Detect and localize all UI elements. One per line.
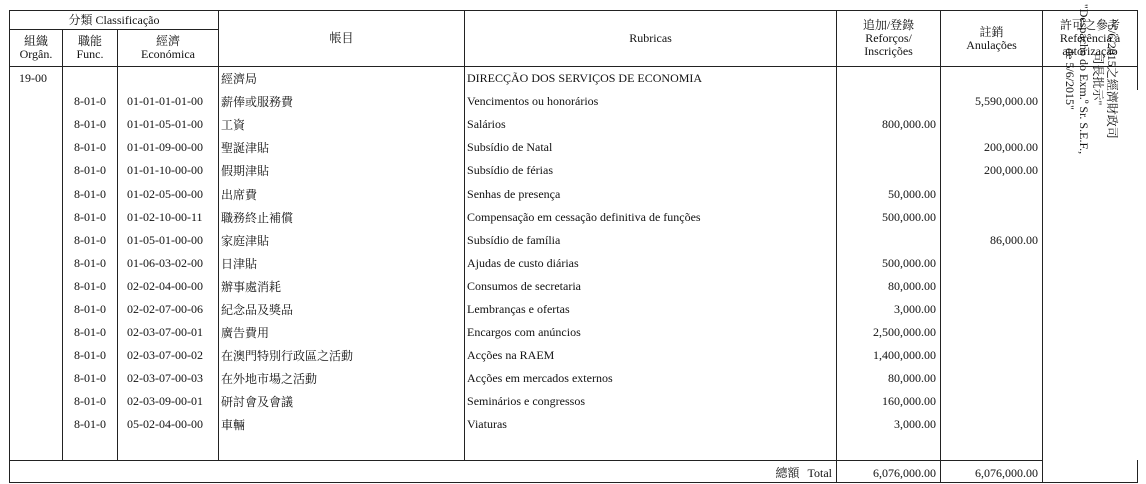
empty-cell — [10, 298, 63, 321]
item-name-cn: 出席費 — [219, 182, 465, 205]
rubrica-name: Lembranças e ofertas — [465, 298, 837, 321]
item-name-cn: 廣告費用 — [219, 321, 465, 344]
rubrica-name: Salários — [465, 113, 837, 136]
func-code: 8-01-0 — [63, 252, 118, 275]
organ-header-cn: 組織 — [23, 34, 48, 48]
func-code: 8-01-0 — [63, 182, 118, 205]
func-code: 8-01-0 — [63, 159, 118, 182]
empty-cell — [10, 252, 63, 275]
anulacao-amount — [941, 298, 1043, 321]
item-name-cn: 在澳門特別行政區之活動 — [219, 344, 465, 367]
econ-header — [118, 30, 219, 67]
empty-cell — [10, 367, 63, 390]
empty-cell — [10, 229, 63, 252]
econ-code: 02-03-07-00-03 — [118, 367, 219, 390]
table-row — [10, 206, 1138, 229]
spacer-row — [10, 437, 1138, 461]
table-row — [10, 367, 1138, 390]
table-row — [10, 229, 1138, 252]
item-name-cn: 日津貼 — [219, 252, 465, 275]
reforcos-header-pt2: Inscrições — [864, 44, 913, 58]
department-name-pt: DIRECÇÃO DOS SERVIÇOS DE ECONOMIA — [465, 67, 837, 91]
authorization-header-pt1: Referência à — [1059, 31, 1121, 45]
total-label-pt: Total — [807, 465, 833, 480]
anulacoes-header-pt: Anulações — [966, 37, 1017, 52]
authorization-header-cn: 許可之參考 — [1060, 18, 1121, 32]
econ-code: 02-02-07-00-06 — [118, 298, 219, 321]
empty-cell — [941, 67, 1043, 91]
reforco-amount: 3,000.00 — [837, 298, 941, 321]
empty-cell — [1043, 460, 1138, 482]
table-row — [10, 298, 1138, 321]
func-code: 8-01-0 — [63, 367, 118, 390]
total-anulacoes: 6,076,000.00 — [941, 460, 1043, 482]
func-header-pt: Func. — [76, 47, 104, 61]
table-row — [10, 90, 1138, 113]
rubrica-name: Consumos de secretaria — [465, 275, 837, 298]
empty-cell — [837, 437, 941, 461]
empty-cell — [465, 437, 837, 461]
empty-cell — [10, 437, 63, 461]
organ-code: 19-00 — [10, 67, 63, 91]
reforcos-header-pt1: Reforços/ — [865, 31, 912, 45]
func-code: 8-01-0 — [63, 113, 118, 136]
classification-header: 分類 Classificação — [10, 11, 219, 30]
func-code: 8-01-0 — [63, 136, 118, 159]
empty-cell — [10, 182, 63, 205]
anulacao-amount: 200,000.00 — [941, 136, 1043, 159]
func-code: 8-01-0 — [63, 413, 118, 436]
func-code: 8-01-0 — [63, 229, 118, 252]
empty-cell — [10, 113, 63, 136]
total-row — [10, 460, 1138, 482]
empty-cell — [837, 67, 941, 91]
econ-header-pt: Económica — [141, 47, 195, 61]
reforco-amount: 2,500,000.00 — [837, 321, 941, 344]
total-label — [10, 460, 837, 482]
table-row — [10, 344, 1138, 367]
func-code: 8-01-0 — [63, 390, 118, 413]
empty-cell — [10, 275, 63, 298]
func-code: 8-01-0 — [63, 344, 118, 367]
reforco-amount: 80,000.00 — [837, 367, 941, 390]
econ-code: 05-02-04-00-00 — [118, 413, 219, 436]
table-row — [10, 159, 1138, 182]
rubrica-name: Encargos com anúncios — [465, 321, 837, 344]
item-name-cn: 職務終止補償 — [219, 206, 465, 229]
reforco-amount: 1,400,000.00 — [837, 344, 941, 367]
empty-cell — [10, 90, 63, 113]
reforco-amount — [837, 136, 941, 159]
anulacao-amount — [941, 275, 1043, 298]
department-name-cn: 經濟局 — [219, 67, 465, 91]
reforco-amount — [837, 159, 941, 182]
func-code: 8-01-0 — [63, 206, 118, 229]
empty-cell — [10, 344, 63, 367]
rubrica-name: Seminários e congressos — [465, 390, 837, 413]
reforco-amount: 800,000.00 — [837, 113, 941, 136]
econ-code: 01-01-01-01-00 — [118, 90, 219, 113]
econ-header-cn: 經濟 — [156, 34, 181, 48]
econ-code: 02-03-07-00-02 — [118, 344, 219, 367]
econ-code: 02-03-07-00-01 — [118, 321, 219, 344]
anulacao-amount: 5,590,000.00 — [941, 90, 1043, 113]
econ-code: 01-06-03-02-00 — [118, 252, 219, 275]
anulacao-amount — [941, 367, 1043, 390]
reforco-amount: 500,000.00 — [837, 206, 941, 229]
reforco-amount: 500,000.00 — [837, 252, 941, 275]
item-name-cn: 車輛 — [219, 413, 465, 436]
authorization-header-pt2: autorização — [1062, 44, 1118, 58]
empty-cell — [10, 390, 63, 413]
organ-header — [10, 30, 63, 67]
rubrica-name: Subsídio de Natal — [465, 136, 837, 159]
item-name-cn: 研討會及會議 — [219, 390, 465, 413]
item-name-cn: 辦事處消耗 — [219, 275, 465, 298]
econ-code: 01-05-01-00-00 — [118, 229, 219, 252]
anulacao-amount: 86,000.00 — [941, 229, 1043, 252]
rubrica-name: Compensação em cessação definitiva de funções — [465, 206, 837, 229]
reforcos-header-cn: 追加/登錄 — [862, 18, 915, 32]
rubrica-name: Subsídio de férias — [465, 159, 837, 182]
empty-cell — [10, 321, 63, 344]
empty-cell — [10, 206, 63, 229]
empty-cell — [63, 437, 118, 461]
authorization-line-1: "5/6/2015之經濟財政司 — [1105, 18, 1120, 139]
item-name-cn: 紀念品及獎品 — [219, 298, 465, 321]
table-row — [10, 275, 1138, 298]
table-row — [10, 413, 1138, 436]
total-reforcos: 6,076,000.00 — [837, 460, 941, 482]
authorization-line-3: "Despacho do Exm.º Sr. S.E.F., — [1077, 3, 1092, 154]
anulacoes-header-cn: 註銷 — [979, 24, 1004, 39]
item-name-cn: 工資 — [219, 113, 465, 136]
rubrica-name: Senhas de presença — [465, 182, 837, 205]
anulacao-amount — [941, 113, 1043, 136]
item-name-cn: 聖誕津貼 — [219, 136, 465, 159]
anulacoes-header — [941, 11, 1043, 67]
func-code: 8-01-0 — [63, 90, 118, 113]
anulacao-amount — [941, 344, 1043, 367]
anulacao-amount: 200,000.00 — [941, 159, 1043, 182]
authorization-line-4: de 5/6/2015" — [1063, 47, 1078, 110]
rubrica-name: Ajudas de custo diárias — [465, 252, 837, 275]
econ-code: 02-03-09-00-01 — [118, 390, 219, 413]
func-code: 8-01-0 — [63, 321, 118, 344]
empty-cell — [941, 437, 1043, 461]
table-row — [10, 113, 1138, 136]
func-code: 8-01-0 — [63, 298, 118, 321]
anulacao-amount — [941, 252, 1043, 275]
table-row — [10, 252, 1138, 275]
reforco-amount: 160,000.00 — [837, 390, 941, 413]
empty-cell — [118, 67, 219, 91]
anulacao-amount — [941, 182, 1043, 205]
reforco-amount: 50,000.00 — [837, 182, 941, 205]
func-header — [63, 30, 118, 67]
department-row — [10, 67, 1138, 91]
organ-header-pt: Orgân. — [19, 47, 53, 61]
empty-cell — [219, 437, 465, 461]
anulacao-amount — [941, 321, 1043, 344]
reforco-amount: 80,000.00 — [837, 275, 941, 298]
empty-cell — [118, 437, 219, 461]
authorization-line-2: 司長批示" — [1091, 52, 1106, 105]
econ-code: 02-02-04-00-00 — [118, 275, 219, 298]
rubricas-header: Rubricas — [465, 11, 837, 67]
rubrica-name: Subsídio de família — [465, 229, 837, 252]
reforco-amount: 3,000.00 — [837, 413, 941, 436]
table-row — [10, 136, 1138, 159]
reforcos-header — [837, 11, 941, 67]
reforco-amount — [837, 229, 941, 252]
reforco-amount — [837, 90, 941, 113]
budget-alteration-table — [9, 3, 1137, 480]
rubrica-name: Viaturas — [465, 413, 837, 436]
table-row — [10, 321, 1138, 344]
econ-code: 01-01-09-00-00 — [118, 136, 219, 159]
anulacao-amount — [941, 413, 1043, 436]
item-cn-header: 帳目 — [219, 11, 465, 67]
empty-cell — [63, 67, 118, 91]
item-name-cn: 薪俸或服務費 — [219, 90, 465, 113]
econ-code: 01-02-10-00-11 — [118, 206, 219, 229]
item-name-cn: 假期津貼 — [219, 159, 465, 182]
func-code: 8-01-0 — [63, 275, 118, 298]
empty-cell — [10, 136, 63, 159]
rubrica-name: Acções em mercados externos — [465, 367, 837, 390]
econ-code: 01-01-10-00-00 — [118, 159, 219, 182]
empty-cell — [10, 159, 63, 182]
func-header-cn: 職能 — [77, 34, 102, 48]
econ-code: 01-01-05-01-00 — [118, 113, 219, 136]
table-row — [10, 390, 1138, 413]
anulacao-amount — [941, 206, 1043, 229]
item-name-cn: 家庭津貼 — [219, 229, 465, 252]
item-name-cn: 在外地市場之活動 — [219, 367, 465, 390]
rubrica-name: Acções na RAEM — [465, 344, 837, 367]
econ-code: 01-02-05-00-00 — [118, 182, 219, 205]
anulacao-amount — [941, 390, 1043, 413]
empty-cell — [10, 413, 63, 436]
table-row — [10, 182, 1138, 205]
total-label-cn: 總額 — [775, 465, 800, 480]
authorization-text — [1063, 0, 1119, 209]
rubrica-name: Vencimentos ou honorários — [465, 90, 837, 113]
